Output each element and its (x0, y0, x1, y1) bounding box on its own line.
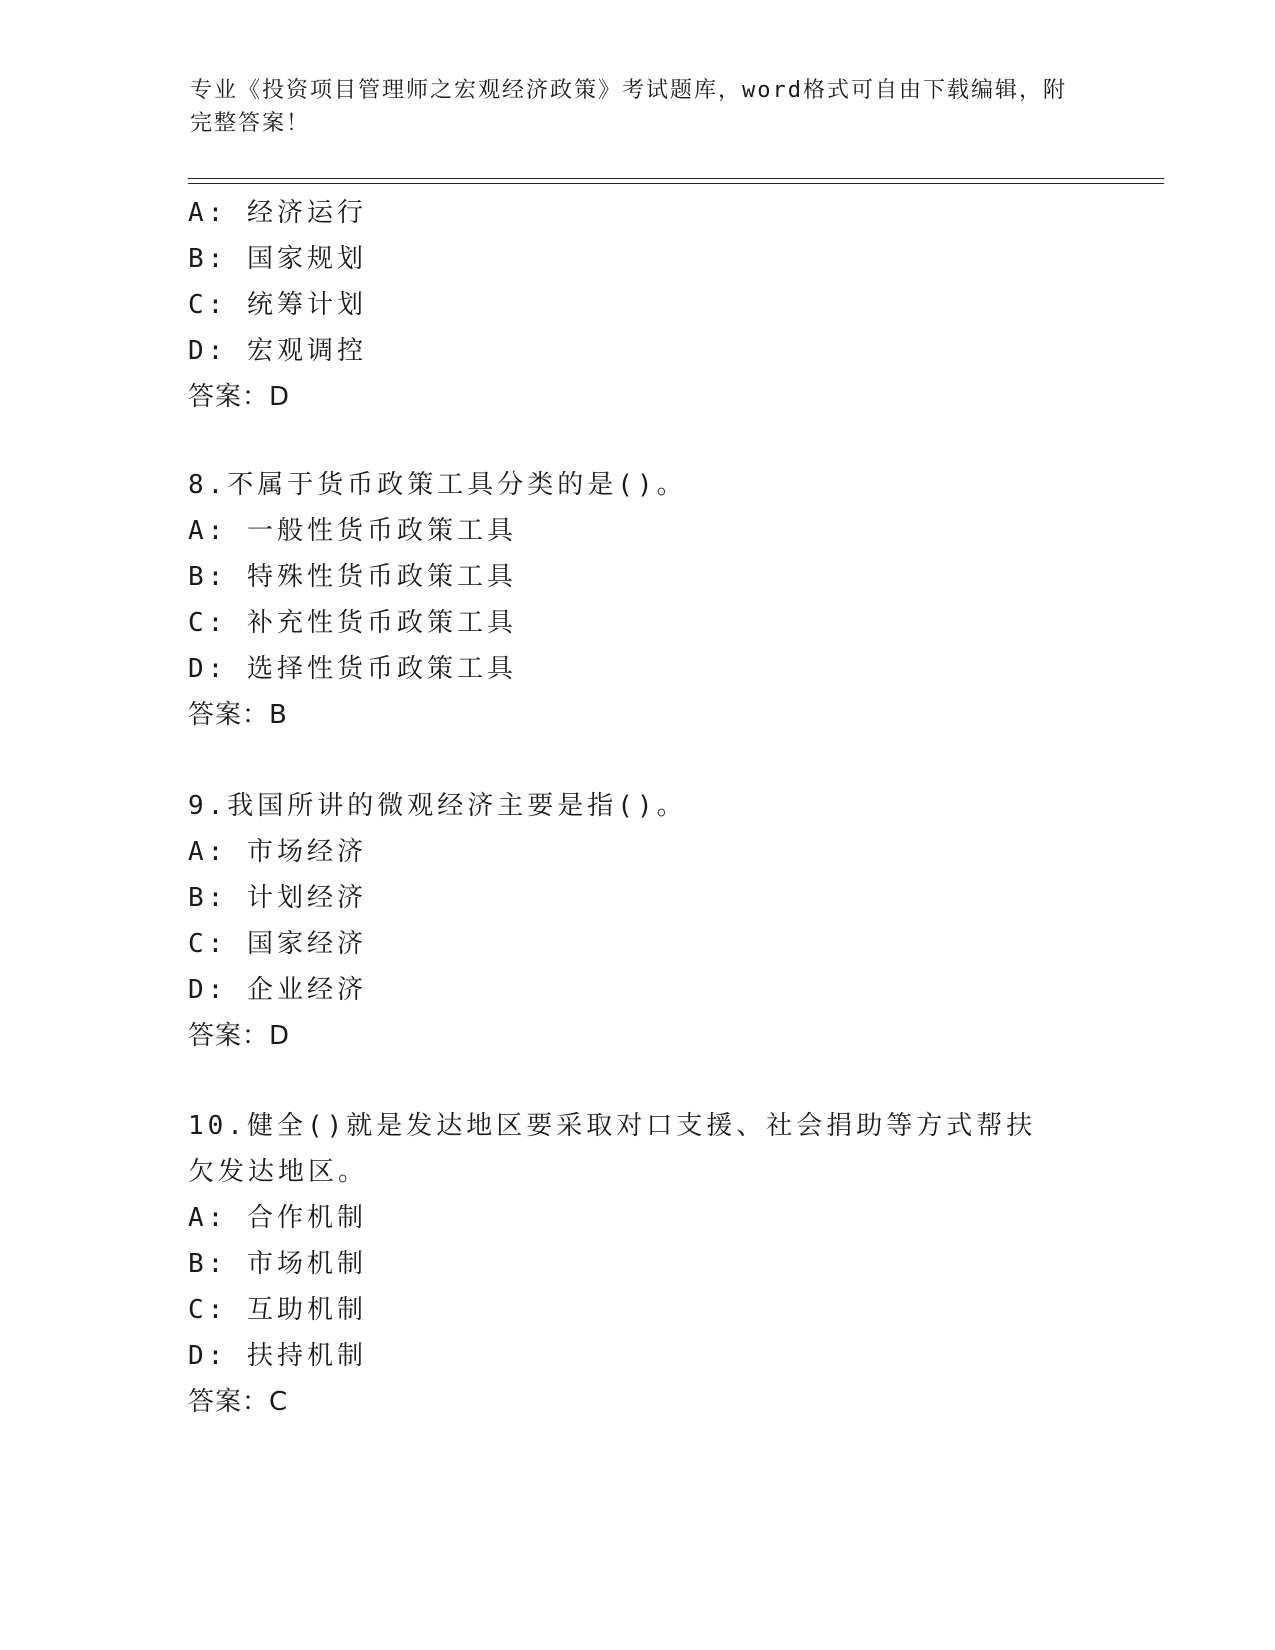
option-b: B: 国家规划 (188, 244, 367, 274)
option-a: A: 市场经济 (188, 837, 367, 867)
option-c: C: 补充性货币政策工具 (188, 608, 517, 638)
option-b: B: 市场机制 (188, 1249, 367, 1279)
option-d: D: 企业经济 (188, 975, 367, 1005)
option-c: C: 统筹计划 (188, 290, 367, 320)
question-block-10 (188, 1103, 1088, 1425)
question-text: 9.我国所讲的微观经济主要是指()。 (188, 791, 687, 821)
option-d: D: 选择性货币政策工具 (188, 654, 517, 684)
option-d: D: 扶持机制 (188, 1341, 367, 1371)
document-intro: 专业《投资项目管理师之宏观经济政策》考试题库，word格式可自由下载编辑，附完整答案！ (190, 78, 1067, 136)
header-divider-bottom (188, 183, 1164, 184)
answer-line: 答案：B (188, 700, 288, 730)
option-a: A: 合作机制 (188, 1203, 367, 1233)
option-b: B: 特殊性货币政策工具 (188, 562, 517, 592)
question-block-9 (188, 783, 1088, 1059)
answer-line: 答案：D (188, 382, 291, 412)
option-d: D: 宏观调控 (188, 336, 367, 366)
option-a: A: 经济运行 (188, 198, 367, 228)
option-c: C: 互助机制 (188, 1295, 367, 1325)
answer-line: 答案：C (188, 1387, 289, 1417)
question-text: 10.健全()就是发达地区要采取对口支援、社会捐助等方式帮扶欠发达地区。 (188, 1111, 1037, 1187)
question-block-8 (188, 462, 1088, 738)
option-a: A: 一般性货币政策工具 (188, 516, 517, 546)
answer-line: 答案：D (188, 1021, 291, 1051)
question-block-7 (188, 190, 1088, 420)
option-c: C: 国家经济 (188, 929, 367, 959)
header-divider-top (188, 178, 1164, 179)
question-text: 8.不属于货币政策工具分类的是()。 (188, 470, 687, 500)
option-b: B: 计划经济 (188, 883, 367, 913)
